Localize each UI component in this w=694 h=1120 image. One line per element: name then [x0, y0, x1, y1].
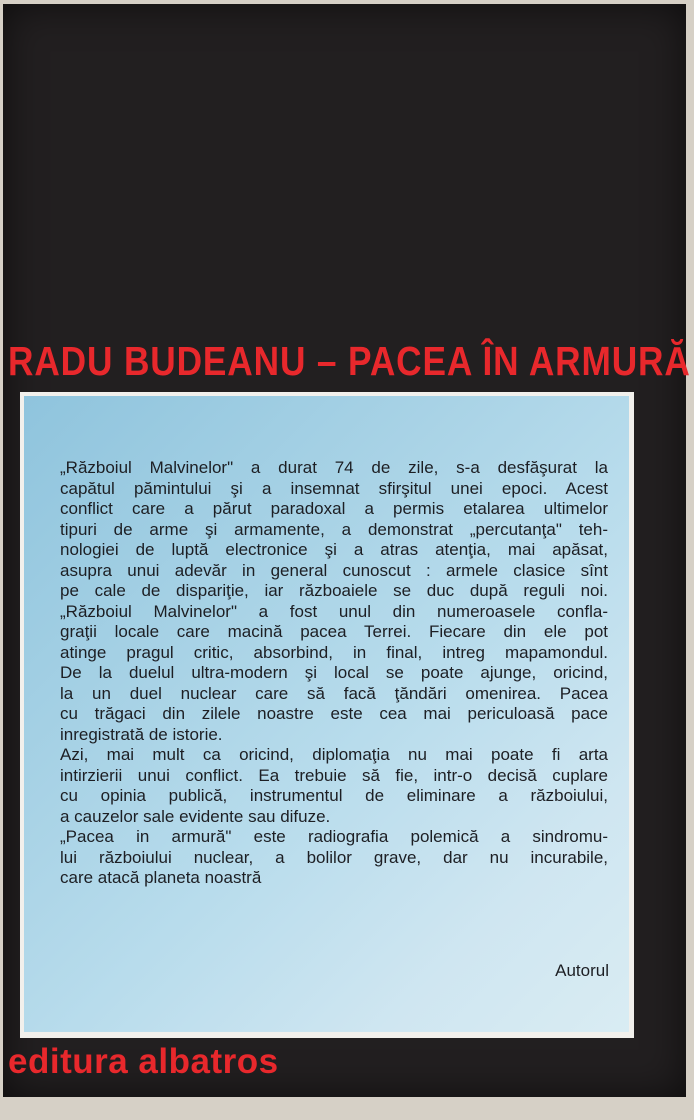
blurb-line: capătul pămintului şi a insemnat sfirşitul unei epoci. Acest — [60, 478, 608, 498]
blurb-line: pe cale de dispariţie, iar războaiele se duc după reguli noi. — [60, 581, 608, 600]
blurb-line: Azi, mai mult ca oricind, diplomaţia nu mai poate fi arta — [60, 745, 608, 764]
blurb-line: cu trăgaci din zilele noastre este cea mai periculoasă pace — [60, 704, 608, 723]
blurb-line: a cauzelor sale evidente sau difuze. — [60, 806, 331, 826]
blurb-text — [60, 458, 608, 889]
blurb-line: conflict care a părut paradoxal a permis etalarea ultimelor — [60, 499, 608, 518]
blurb-line: „Războiul Malvinelor" a fost unul din numeroasele confla- — [60, 601, 608, 621]
blurb-line: intirzierii unui conflict. Ea trebuie să fie, intr-o decisă cuplare — [60, 765, 608, 785]
blurb-line: atinge pragul critic, absorbind, in final, intreg mapamondul. — [60, 642, 608, 662]
blurb-line: De la duelul ultra-modern şi local se poate ajunge, oricind, — [60, 663, 608, 682]
blurb-background — [24, 396, 629, 1032]
blurb-line: cu opinia publică, instrumentul de eliminare a războiului, — [60, 786, 608, 805]
blurb-line: graţii locale care macină pacea Terrei. Fiecare din ele pot — [60, 622, 608, 641]
publisher-name: editura albatros — [8, 1042, 279, 1081]
author-signature: Autorul — [555, 961, 609, 980]
blurb-line: „Războiul Malvinelor" a durat 74 de zile, s-a desfăşurat la — [60, 458, 608, 477]
blurb-line: inregistrată de istorie. — [60, 724, 223, 744]
blurb-line: tipuri de arme şi armamente, a demonstrat „percutanţa" teh- — [60, 519, 608, 539]
blurb-panel — [20, 392, 634, 1038]
blurb-line: „Pacea in armură" este radiografia polemică a sindromu- — [60, 827, 608, 846]
blurb-line: care atacă planeta noastră — [60, 868, 262, 887]
blurb-line: nologiei de luptă electronice şi a atras atenţia, mai apăsat, — [60, 540, 608, 559]
blurb-line: asupra unui adevăr in general cunoscut : armele clasice sînt — [60, 560, 608, 580]
blurb-line: lui războiului nuclear, a bolilor grave, dar nu incurabile, — [60, 847, 608, 867]
blurb-line: la un duel nuclear care să facă ţăndări omenirea. Pacea — [60, 683, 608, 703]
book-title: RADU BUDEANU – PACEA ÎN ARMURĂ — [8, 338, 691, 384]
